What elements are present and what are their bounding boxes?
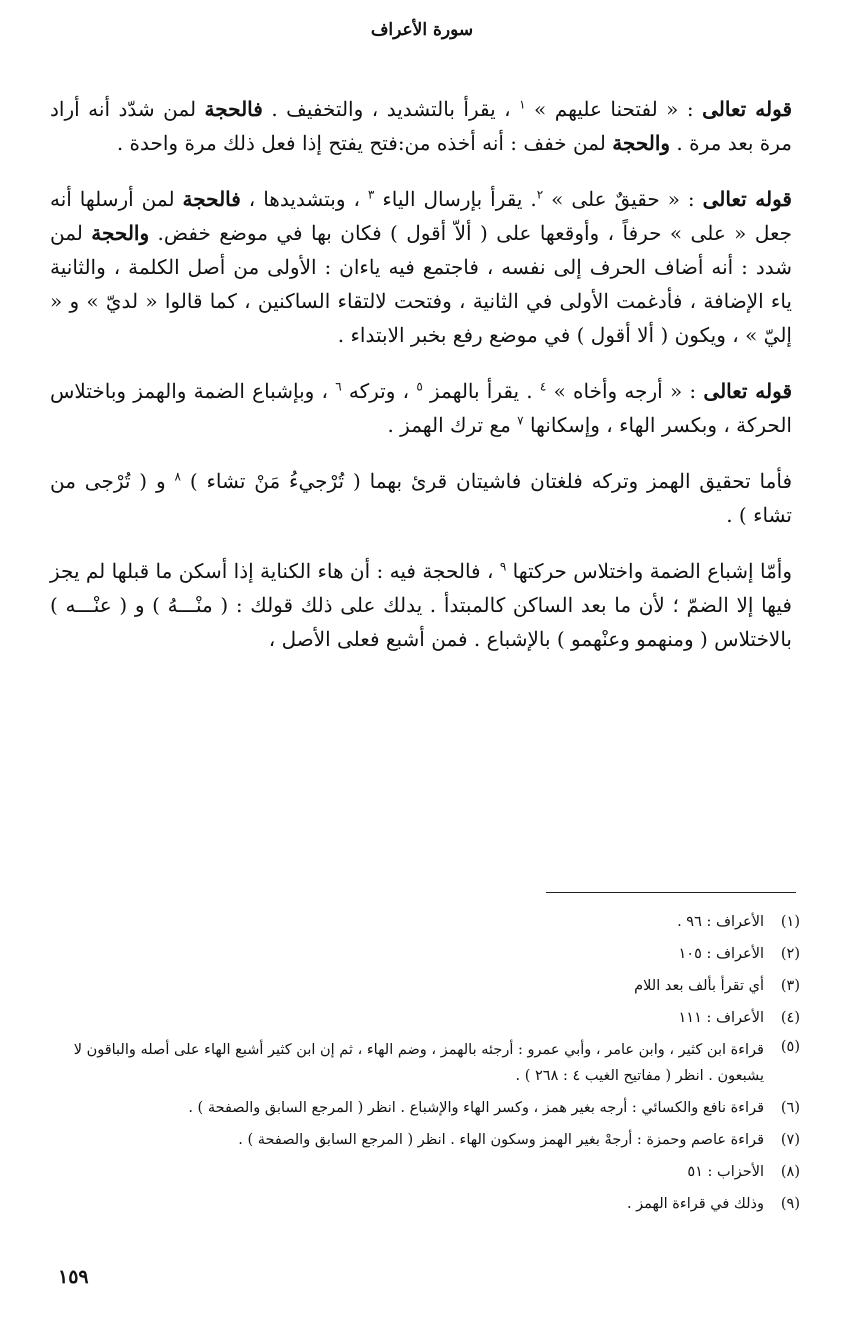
text-run: و ( تُرْجى من تشاء ) . bbox=[50, 469, 792, 527]
footnote-ref: ٧ bbox=[517, 413, 524, 428]
footnote-text: الأعراف : ١١١ bbox=[678, 1010, 764, 1026]
footnote-number: (٨) bbox=[780, 1164, 800, 1180]
bold-term: فالحجة bbox=[182, 187, 241, 211]
page-number: ١٥٩ bbox=[58, 1266, 89, 1288]
footnote-number: (٥) bbox=[780, 1039, 800, 1055]
footnote-divider bbox=[546, 892, 796, 893]
text-run: لمن شدّد أنه أراد مرة بعد مرة . bbox=[50, 97, 792, 155]
paragraph-1 bbox=[50, 92, 792, 160]
footnote-item bbox=[50, 938, 800, 970]
text-run: لمن شدد : أنه أضاف الحرف إلى نفسه ، فاجتمع فيه ياءان : الأولى من أصل الكلمة ، والثانية ياء الإضافة ، فأدغمت الأولى في الثانية ، وفتحت لالتقاء الساكنين ، كما قالوا « لديّ » و « إليّ » ، ويكون ( ألا أقول ) في موضع رفع بخبر الابتداء . bbox=[50, 221, 792, 347]
footnote-ref: ٦ bbox=[335, 379, 342, 394]
footnote-ref: ٢ bbox=[536, 187, 544, 202]
bold-term: والحجة bbox=[91, 221, 150, 245]
footnote-text: وذلك في قراءة الهمز . bbox=[626, 1196, 764, 1212]
footnote-text: الأحزاب : ٥١ bbox=[687, 1164, 764, 1180]
text-run: . يقرأ بالهمز bbox=[422, 379, 540, 403]
footnote-ref: ٣ bbox=[367, 187, 375, 202]
footnote-text: قراءة ابن كثير ، وابن عامر ، وأبي عمرو : أرجئه بالهمز ، وضم الهاء ، ثم إن ابن كثير أشبع الهاء على أصله والباقون لا يشبعون . انظر ( مفاتيح الغيب ٤ : ٢٦٨ ) . bbox=[73, 1042, 764, 1084]
verse-lead: قوله تعالى bbox=[702, 97, 793, 121]
footnote-ref: ٥ bbox=[416, 379, 423, 394]
bold-term: والحجة bbox=[612, 131, 671, 155]
footnote-item bbox=[50, 1188, 800, 1220]
text-run: ، وبإشباع الضمة والهمز وباختلاس الحركة ، وبكسر الهاء ، وإسكانها bbox=[50, 379, 792, 437]
footnote-number: (٦) bbox=[780, 1100, 800, 1116]
footnotes-list bbox=[50, 906, 800, 1220]
text-run: لمن خفف : أنه أخذه من:فتح يفتح إذا فعل ذلك مرة واحدة . bbox=[116, 131, 613, 155]
paragraph-5 bbox=[50, 554, 792, 656]
footnote-text: أي تقرأ بألف بعد اللام bbox=[634, 978, 764, 994]
footnote-number: (٢) bbox=[780, 946, 800, 962]
bold-term: فالحجة bbox=[204, 97, 263, 121]
footnote-item bbox=[50, 1002, 800, 1034]
footnote-item bbox=[50, 1156, 800, 1188]
footnote-number: (٤) bbox=[780, 1010, 800, 1026]
footnote-text: قراءة نافع والكسائي : أرجه بغير همز ، وكسر الهاء والإشباع . انظر ( المرجع السابق والصفحة ) . bbox=[188, 1100, 764, 1116]
footnote-item bbox=[50, 1092, 800, 1124]
paragraph-4 bbox=[50, 464, 792, 532]
paragraph-3 bbox=[50, 374, 792, 442]
footnote-ref: ٤ bbox=[539, 379, 547, 394]
footnote-number: (٣) bbox=[780, 978, 800, 994]
footnote-number: (١) bbox=[780, 914, 800, 930]
footnote-text: الأعراف : ١٠٥ bbox=[678, 946, 764, 962]
footnote-number: (٧) bbox=[780, 1132, 800, 1148]
footnote-text: الأعراف : ٩٦ . bbox=[677, 914, 764, 930]
verse-lead: قوله تعالى bbox=[703, 379, 793, 403]
footnote-item bbox=[50, 1124, 800, 1156]
footnote-number: (٩) bbox=[780, 1196, 800, 1212]
text-run: لمن أرسلها أنه جعل « على » حرفاً ، وأوقعها على ( ألاّ أقول ) فكان بها في موضع خفض. bbox=[50, 187, 792, 245]
text-run: ، يقرأ بالتشديد ، والتخفيف . bbox=[262, 97, 520, 121]
text-run: . يقرأ بإرسال الياء bbox=[374, 187, 537, 211]
verse-lead: قوله تعالى bbox=[702, 187, 792, 211]
footnote-ref: ١ bbox=[519, 97, 526, 112]
text-run: فأما تحقيق الهمز وتركه فلغتان فاشيتان قرئ بهما ( تُرْجيءُ مَنْ تشاء ) bbox=[180, 469, 793, 493]
text-run: مع ترك الهمز . bbox=[387, 413, 518, 437]
text-run: ، وتركه bbox=[341, 379, 417, 403]
text-run: ، فالحجة فيه : أن هاء الكناية إذا أسكن ما قبلها لم يجز فيها إلا الضمّ ؛ لأن ما بعد الساكن كالمبتدأ . يدلك على ذلك قولك : ( منْـــهُ ) و ( عنْـــه ) بالاختلاس ( ومنهمو وعنْهمو ) بالإشباع . فمن أشبع فعلى الأصل ، bbox=[50, 559, 792, 651]
footnote-item bbox=[50, 1034, 800, 1092]
text-run: وأمّا إشباع الضمة واختلاس حركتها bbox=[506, 559, 792, 583]
paragraph-2 bbox=[50, 182, 792, 352]
running-header: سورة الأعراف bbox=[370, 20, 474, 40]
footnote-item bbox=[50, 906, 800, 938]
text-run: ، وبتشديدها ، bbox=[240, 187, 368, 211]
text-run: : « أرجه وأخاه » bbox=[546, 379, 704, 403]
footnote-item bbox=[50, 970, 800, 1002]
main-text bbox=[50, 92, 792, 686]
text-run: : « حقيقٌ على » bbox=[543, 187, 703, 211]
footnote-text: قراءة عاصم وحمزة : أرجهْ بغير الهمز وسكون الهاء . انظر ( المرجع السابق والصفحة ) . bbox=[238, 1132, 764, 1148]
footnote-ref: ٩ bbox=[499, 559, 507, 574]
text-run: : « لفتحنا عليهم » bbox=[525, 97, 703, 121]
footnote-ref: ٨ bbox=[174, 469, 181, 484]
